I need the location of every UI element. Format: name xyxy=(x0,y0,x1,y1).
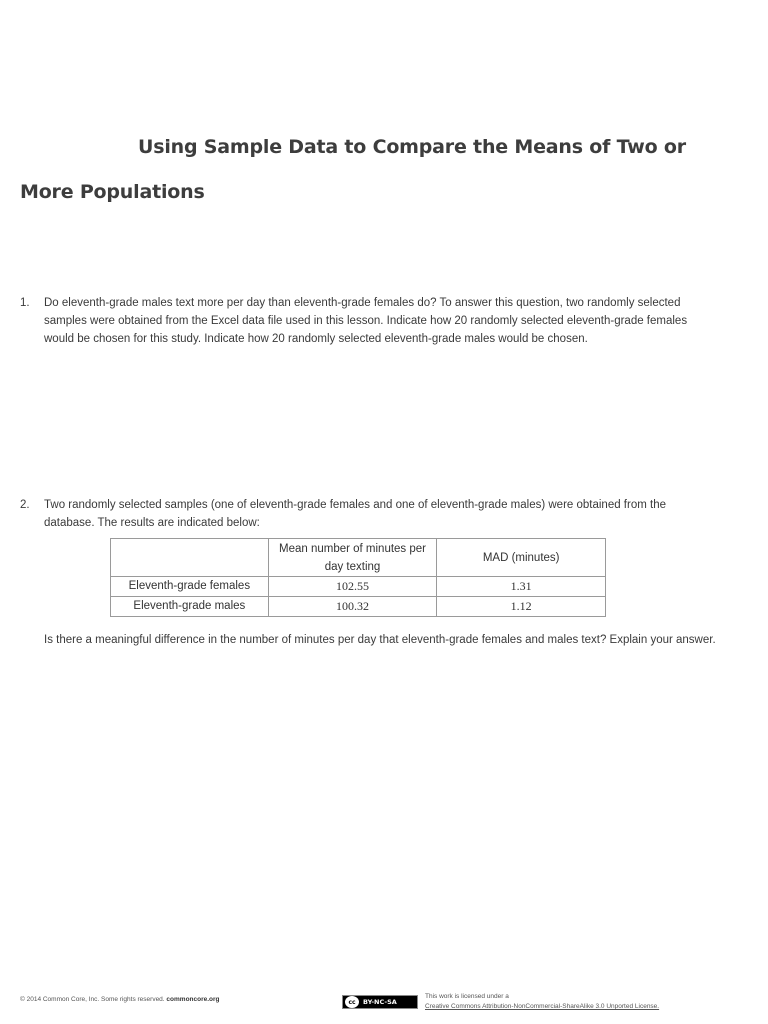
license-link[interactable]: Creative Commons Attribution-NonCommercial-ShareAlike 3.0 Unported License. xyxy=(425,1003,660,1010)
mean-value: 102.55 xyxy=(268,577,437,597)
question-2-number: 2. xyxy=(20,499,30,511)
footer-site-link[interactable]: commoncore.org xyxy=(166,996,220,1003)
row-label: Eleventh-grade females xyxy=(111,577,269,597)
copyright-text: © 2014 Common Core, Inc. Some rights reserved. xyxy=(20,996,165,1003)
creative-commons-icon: cc xyxy=(345,996,359,1008)
page-title-line-1: Using Sample Data to Compare the Means of Two or xyxy=(138,136,686,158)
cc-license-badge[interactable] xyxy=(342,995,418,1009)
question-2 xyxy=(20,496,710,532)
footer-license xyxy=(425,992,659,1012)
page-title-line-2: More Populations xyxy=(20,181,205,203)
cc-badge-label: BY-NC-SA xyxy=(363,998,397,1006)
footer-copyright xyxy=(20,996,220,1003)
table-header-mad: MAD (minutes) xyxy=(437,539,606,577)
question-1-number: 1. xyxy=(20,297,30,309)
question-1-text: Do eleventh-grade males text more per day than eleventh-grade females do? To answer this question, two randomly selected samples were obtained from the Excel data file used in this lesson. Indicate how 20 randomly selected eleventh-grade females would be chosen for this study. Indicate how 20 randomly selected eleventh-grade males would be chosen. xyxy=(44,297,688,345)
question-2-text: Two randomly selected samples (one of eleventh-grade females and one of eleventh-grade males) were obtained from the database. The results are indicated below: xyxy=(44,499,666,529)
row-label: Eleventh-grade males xyxy=(111,597,269,617)
question-2-followup: Is there a meaningful difference in the number of minutes per day that eleventh-grade females and males text? Explain your answer. xyxy=(44,634,716,646)
table-header-mean: Mean number of minutes per day texting xyxy=(268,539,437,577)
table-row xyxy=(111,597,606,617)
table-header-empty xyxy=(111,539,269,577)
question-1 xyxy=(20,294,710,348)
mad-value: 1.12 xyxy=(437,597,606,617)
results-table xyxy=(110,538,606,617)
table-row xyxy=(111,577,606,597)
mean-value: 100.32 xyxy=(268,597,437,617)
table-header-row xyxy=(111,539,606,577)
mad-value: 1.31 xyxy=(437,577,606,597)
license-line-1: This work is licensed under a xyxy=(425,993,509,1000)
